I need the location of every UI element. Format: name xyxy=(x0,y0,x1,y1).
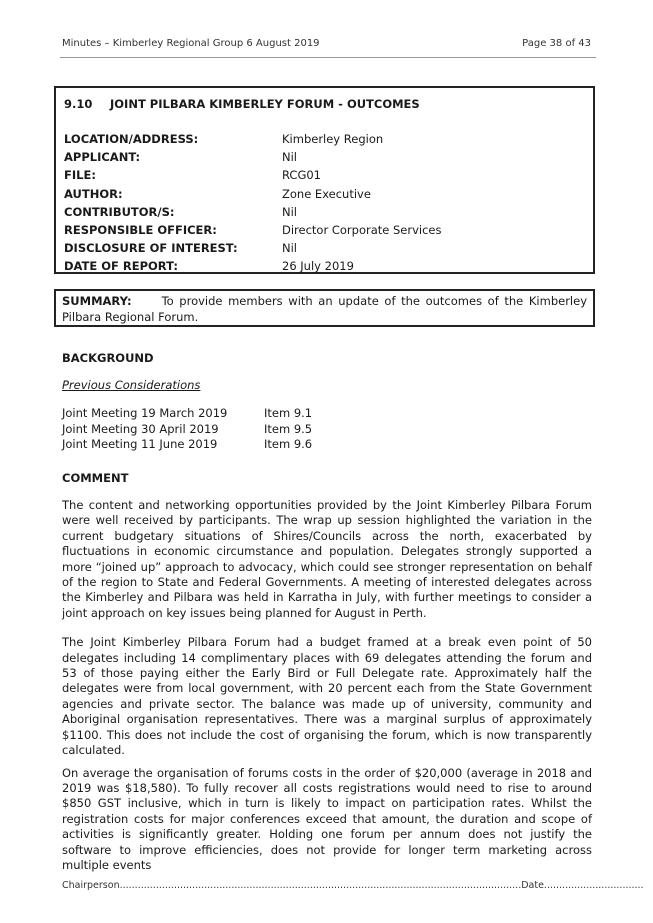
summary-text: To provide members with an update of the outcomes of the Kimberley Pilbara Regional Forum. xyxy=(62,294,587,324)
running-header-title: Minutes – Kimberley Regional Group 6 August 2019 xyxy=(62,38,320,49)
item-heading xyxy=(64,97,420,111)
field-responsible-officer xyxy=(64,221,442,239)
field-value: Nil xyxy=(282,204,297,219)
header-divider xyxy=(60,57,596,58)
field-date-of-report xyxy=(64,257,442,275)
summary-label: SUMMARY: xyxy=(62,294,132,308)
field-location xyxy=(64,130,442,148)
field-label: AUTHOR: xyxy=(64,186,123,201)
item-title: JOINT PILBARA KIMBERLEY FORUM - OUTCOMES xyxy=(110,97,420,111)
consideration-row xyxy=(62,422,592,438)
comment-paragraph: On average the organisation of forums costs in the order of $20,000 (average in 2018 and 2019 was $18,580). To fully recover all costs registrations would need to rise to around $850 GST inclusive, which in turn is likely to impact on participation rates. Whilst the registration costs for major conferences exceed that amount, the duration and scope of activities is significantly greater. Holding one forum per annum does not justify the software to improve efficiencies, does not provide for longer term marketing across multiple events xyxy=(62,765,592,872)
field-label: DISCLOSURE OF INTEREST: xyxy=(64,241,238,256)
field-label: CONTRIBUTOR/S: xyxy=(64,204,175,219)
field-label: LOCATION/ADDRESS: xyxy=(64,132,199,146)
background-section xyxy=(62,351,592,453)
consideration-row xyxy=(62,437,592,453)
meeting-item: Item 9.1 xyxy=(264,406,313,420)
field-value: Kimberley Region xyxy=(282,132,384,146)
field-label: FILE: xyxy=(64,168,96,183)
consideration-row xyxy=(62,406,592,422)
page-number: Page 38 of 43 xyxy=(522,38,591,49)
field-file xyxy=(64,166,442,184)
meeting-name: Joint Meeting 30 April 2019 xyxy=(62,421,219,436)
date-line: Date................................. xyxy=(521,880,644,891)
comment-section xyxy=(62,471,592,873)
field-value: Nil xyxy=(282,150,297,165)
previous-considerations-heading: Previous Considerations xyxy=(62,378,201,392)
field-value: Zone Executive xyxy=(282,186,371,201)
field-label: APPLICANT: xyxy=(64,150,141,165)
field-value: 26 July 2019 xyxy=(282,259,354,274)
field-value: Nil xyxy=(282,241,297,256)
field-disclosure xyxy=(64,239,442,257)
signature-footer xyxy=(62,880,644,891)
item-number: 9.10 xyxy=(64,97,93,111)
meeting-item: Item 9.6 xyxy=(264,437,313,451)
field-value: Director Corporate Services xyxy=(282,222,442,237)
field-label: DATE OF REPORT: xyxy=(64,259,178,274)
item-info-box xyxy=(54,86,595,274)
chairperson-line: Chairperson..................................................................................................................................... xyxy=(62,880,522,891)
comment-paragraph: The Joint Kimberley Pilbara Forum had a budget framed at a break even point of 50 delegates including 14 complimentary places with 69 delegates attending the forum and 53 of those paying either the Early Bird or Full Delegate rate. Approximately half the delegates were from local government, with 20 percent each from the State Government agencies and private sector. The balance was made up of university, community and Aboriginal organisation representatives. There was a marginal surplus of approximately $1100. This does not include the cost of organising the forum, which is now transparently calculated. xyxy=(62,635,592,758)
comment-paragraph: The content and networking opportunities provided by the Joint Kimberley Pilbara Forum were well received by participants. The wrap up session highlighted the variation in the current budgetary situations of Shires/Councils across the north, exacerbated by fluctuations in economic circumstance and population. Delegates strongly supported a more “joined up” approach to advocacy, which could see stronger representation on behalf of the region to State and Federal Governments. A meeting of interested delegates across the Kimberley and Pilbara was held in Karratha in July, with further meetings to consider a joint approach on key issues being planned for August in Perth. xyxy=(62,498,592,620)
meeting-name: Joint Meeting 11 June 2019 xyxy=(62,437,218,451)
summary-box xyxy=(54,289,595,327)
field-author xyxy=(64,185,442,203)
meeting-item: Item 9.5 xyxy=(264,421,313,436)
field-contributors xyxy=(64,203,442,221)
field-value: RCG01 xyxy=(282,168,321,183)
field-label: RESPONSIBLE OFFICER: xyxy=(64,222,217,237)
comment-heading: COMMENT xyxy=(62,471,129,485)
item-fields xyxy=(64,130,442,276)
field-applicant xyxy=(64,148,442,166)
meeting-name: Joint Meeting 19 March 2019 xyxy=(62,406,228,420)
background-heading: BACKGROUND xyxy=(62,351,154,365)
